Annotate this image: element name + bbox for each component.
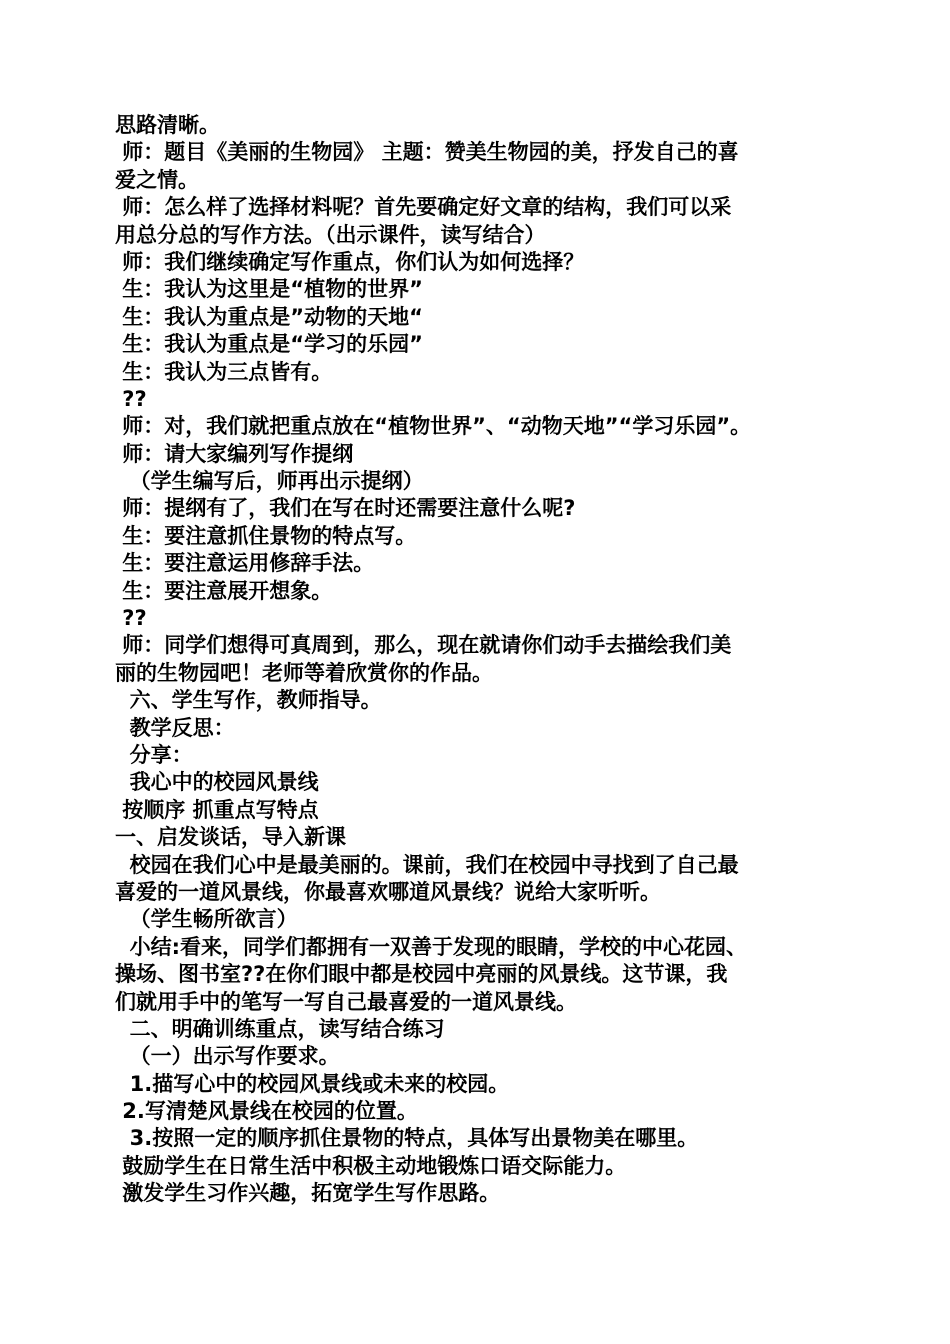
text-line: 一、启发谈话，导入新课 [115, 825, 346, 850]
text-line: 二、明确训练重点，读写结合练习 [115, 1016, 445, 1041]
text-line: 激发学生习作兴趣，拓宽学生写作思路。 [115, 1181, 501, 1206]
text-line: 校园在我们心中是最美丽的。课前，我们在校园中寻找到了自己最 [115, 852, 739, 877]
text-line: 我心中的校园风景线 [115, 770, 319, 795]
text-line: 师：同学们想得可真周到，那么，现在就请你们动手去描绘我们美 [115, 633, 732, 658]
text-line: 丽的生物园吧！老师等着欣赏你的作品。 [115, 660, 493, 685]
text-line: 师：提纲有了，我们在写在时还需要注意什么呢? [115, 496, 576, 521]
text-line: （学生畅所欲言） [115, 907, 298, 932]
text-line: 教学反思： [115, 715, 235, 740]
text-line: 生：我认为三点皆有。 [115, 359, 333, 384]
text-line: 师：题目《美丽的生物园》 主题：赞美生物园的美，抒发自己的喜 [115, 140, 739, 165]
text-line: 用总分总的写作方法。（出示课件，读写结合） [115, 222, 546, 247]
text-line: ?? [115, 386, 147, 411]
text-line: 生：我认为重点是“学习的乐园” [115, 332, 423, 357]
text-line: 师：怎么样了选择材料呢？首先要确定好文章的结构，我们可以采 [115, 195, 732, 220]
text-line: 思路清晰。 [115, 113, 220, 137]
text-line: 师：我们继续确定写作重点，你们认为如何选择？ [115, 249, 585, 274]
text-line: 生：要注意运用修辞手法。 [115, 551, 375, 576]
text-line: 六、学生写作，教师指导。 [115, 688, 382, 713]
text-line: 生：我认为这里是“植物的世界” [115, 277, 423, 302]
text-line: 鼓励学生在日常生活中积极主动地锻炼口语交际能力。 [115, 1153, 627, 1178]
text-line: ?? [115, 606, 147, 631]
text-line: （学生编写后，师再出示提纲） [115, 469, 424, 494]
text-line: 分享： [115, 742, 193, 767]
text-line: 师：请大家编列写作提纲 [115, 441, 354, 466]
text-line: 3.按照一定的顺序抓住景物的特点，具体写出景物美在哪里。 [115, 1126, 699, 1151]
text-line: 生：要注意展开想象。 [115, 578, 333, 603]
text-line: 们就用手中的笔写一写自己最喜爱的一道风景线。 [115, 989, 577, 1014]
text-line: 喜爱的一道风景线，你最喜欢哪道风景线？说给大家听听。 [115, 879, 661, 904]
text-line: （一）出示写作要求。 [115, 1044, 340, 1069]
text-line: 操场、图书室??在你们眼中都是校园中亮丽的风景线。这节课，我 [115, 962, 728, 987]
text-line: 小结:看来，同学们都拥有一双善于发现的眼睛，学校的中心花园、 [115, 934, 748, 959]
text-line: 生：要注意抓住景物的特点写。 [115, 523, 417, 548]
document-page [115, 112, 835, 1208]
text-line: 师：对，我们就把重点放在“植物世界”、“动物天地”“学习乐园”。 [115, 414, 752, 439]
text-line: 爱之情。 [115, 167, 199, 192]
text-line: 按顺序 抓重点写特点 [115, 797, 319, 822]
text-line: 生：我认为重点是”动物的天地“ [115, 304, 423, 329]
text-line: 2.写清楚风景线在校园的位置。 [115, 1099, 418, 1124]
text-line: 1.描写心中的校园风景线或未来的校园。 [115, 1071, 510, 1096]
